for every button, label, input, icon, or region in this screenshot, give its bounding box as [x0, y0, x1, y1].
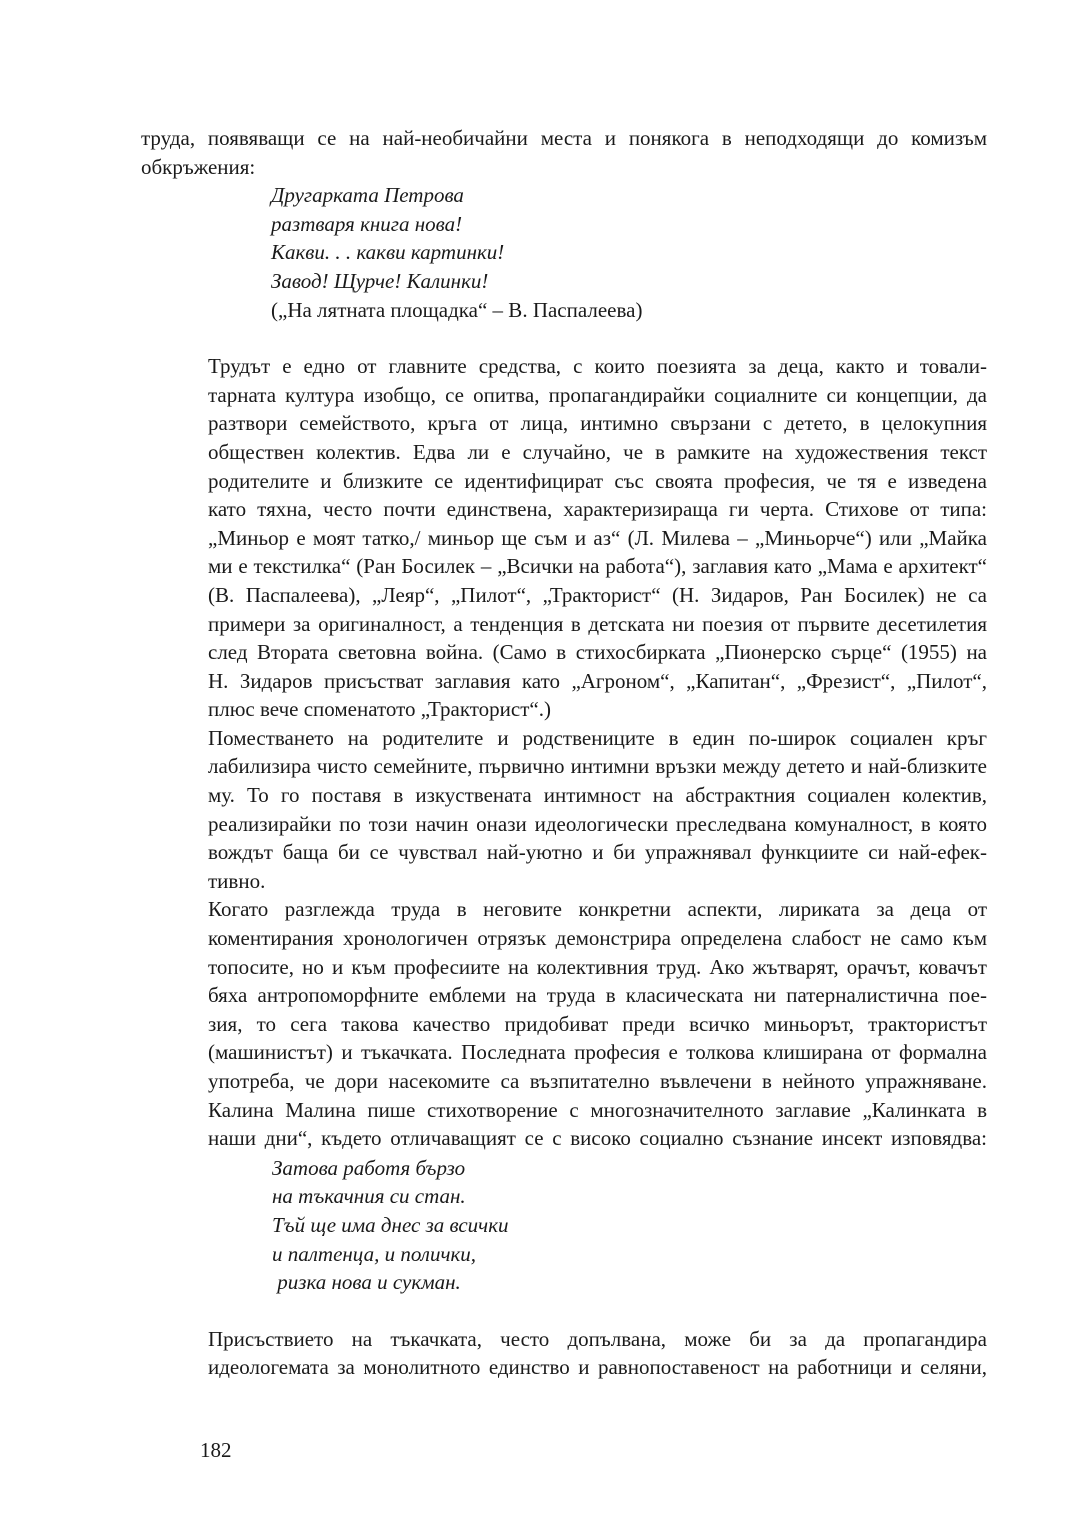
text-line: разтвори семейството, кръга от лица, интимно свързани с детето, в целокупния: [208, 411, 987, 436]
poem-verse: Другарката Петрова: [271, 183, 464, 208]
text-line: родителите и близките се идентифицират със своята професия, че тя е изведена: [208, 468, 987, 493]
paragraph-parents: [141, 724, 987, 896]
text-line: коментирания хронологичен отрязък демонстрира определена слабост не само към: [208, 926, 987, 951]
poem-verse: разтваря книга нова!: [271, 211, 463, 236]
text-line: труда, появяващи се на най-необичайни места и понякога в неподходящи до комизъм: [141, 126, 987, 150]
text-line: Калина Малина пише стихотворение с многозначителното заглавие „Калинката в: [208, 1097, 987, 1122]
paragraph-aspects: [141, 895, 987, 1152]
text-line: вождът баща би се чувствал най-уютно и би упражнявал функциите си най-ефек-: [208, 840, 987, 865]
text-line: лабилизира чисто семейните, първично интимни връзки между детето и най-близките: [208, 754, 987, 779]
text-line: му. То го поставя в изкуствената интимност на абстрактния социален колектив,: [208, 783, 987, 808]
poem-petrova: [141, 181, 987, 324]
poem-verse: Завод! Щурче! Калинки!: [271, 268, 489, 293]
text-line: обкръжения:: [141, 154, 256, 179]
poem-ladybird: [141, 1154, 987, 1297]
text-line: бяха антропоморфните емблеми на труда в класическата ни патерналистична пое-: [208, 983, 987, 1008]
spacer: [141, 1297, 987, 1325]
poem-verse: Затова работя бързо: [272, 1155, 466, 1180]
poem-verse: ризка нова и сукман.: [272, 1270, 461, 1295]
text-line: Присъствието на тъкачката, често допълвана, може би за да пропагандира: [208, 1326, 987, 1351]
text-line: употреба, че дори насекомите са възпитателно въвлечени в нейното упражняване.: [208, 1069, 987, 1093]
text-line: реализирайки по този начин онази идеологически преследвана комуналност, в която: [208, 811, 987, 836]
page-number: 182: [200, 1438, 232, 1462]
text-line: „Миньор е моят татко,/ миньор ще съм и аз“ (Л. Милева – „Миньорче“) или „Майка: [208, 525, 987, 550]
text-line: (машинистът) и тъкачката. Последната професия е толкова клиширана от формална: [208, 1040, 987, 1065]
paragraph-intro: [141, 124, 987, 181]
poem-verse: Тъй ще има днес за всички: [272, 1212, 509, 1237]
poem-source: („На лятната площадка“ – В. Паспалеева): [271, 297, 643, 322]
text-line: (В. Паспалеева), „Леяр“, „Пилот“, „Тракторист“ (Н. Зидаров, Ран Босилек) не са: [208, 582, 987, 607]
text-line: примери за оригиналност, а тенденция в детската ни поезия от първите десетилетия: [208, 611, 987, 636]
paragraph-labor: [141, 352, 987, 724]
paragraph-weaver: [141, 1325, 987, 1382]
text-line: като тяхна, често почти единствена, характеризираща ги черта. Стихове от типа:: [208, 497, 987, 522]
text-line: тивно.: [208, 868, 266, 893]
poem-verse: на тъкачния си стан.: [272, 1184, 466, 1209]
text-line: Н. Зидаров присъстват заглавия като „Агроном“, „Капитан“, „Фрезист“, „Пилот“,: [208, 668, 987, 693]
poem-verse: Какви. . . какви картинки!: [271, 240, 505, 265]
text-line: тарната култура изобщо, се опитва, пропагандирайки социалните си концепции, да: [208, 382, 987, 407]
text-line: обществен колектив. Едва ли е случайно, че в рамките на художествения текст: [208, 439, 987, 464]
text-line: Поместването на родителите и родствениците в един по-широк социален кръг: [208, 725, 987, 750]
text-line: след Втората световна война. (Само в стихосбирката „Пионерско сърце“ (1955) на: [208, 640, 987, 665]
text-line: зия, то сега такова качество придобиват преди всичко миньорът, трактористът: [208, 1011, 987, 1036]
text-line: наши дни“, където отличаващият се с високо социално съзнание инсект изповядва:: [208, 1126, 987, 1151]
text-line: плюс вече споменатото „Тракторист“.): [208, 697, 551, 722]
text-line: Трудът е едно от главните средства, с които поезията за деца, както и товали-: [208, 354, 987, 379]
text-line: Когато разглежда труда в неговите конкретни аспекти, лириката за деца от: [208, 897, 987, 922]
spacer: [141, 324, 987, 352]
page-body: [141, 124, 987, 1382]
text-line: ми е текстилка“ (Ран Босилек – „Всички на работа“), заглавия като „Мама е архитект“: [208, 554, 987, 579]
text-line: идеологемата за монолитното единство и равнопоставеност на работници и селяни,: [208, 1355, 987, 1380]
text-line: топосите, но и към професиите на колективния труд. Ако жътварят, орачът, ковачът: [208, 954, 987, 979]
poem-verse: и палтенца, и полички,: [272, 1241, 477, 1266]
